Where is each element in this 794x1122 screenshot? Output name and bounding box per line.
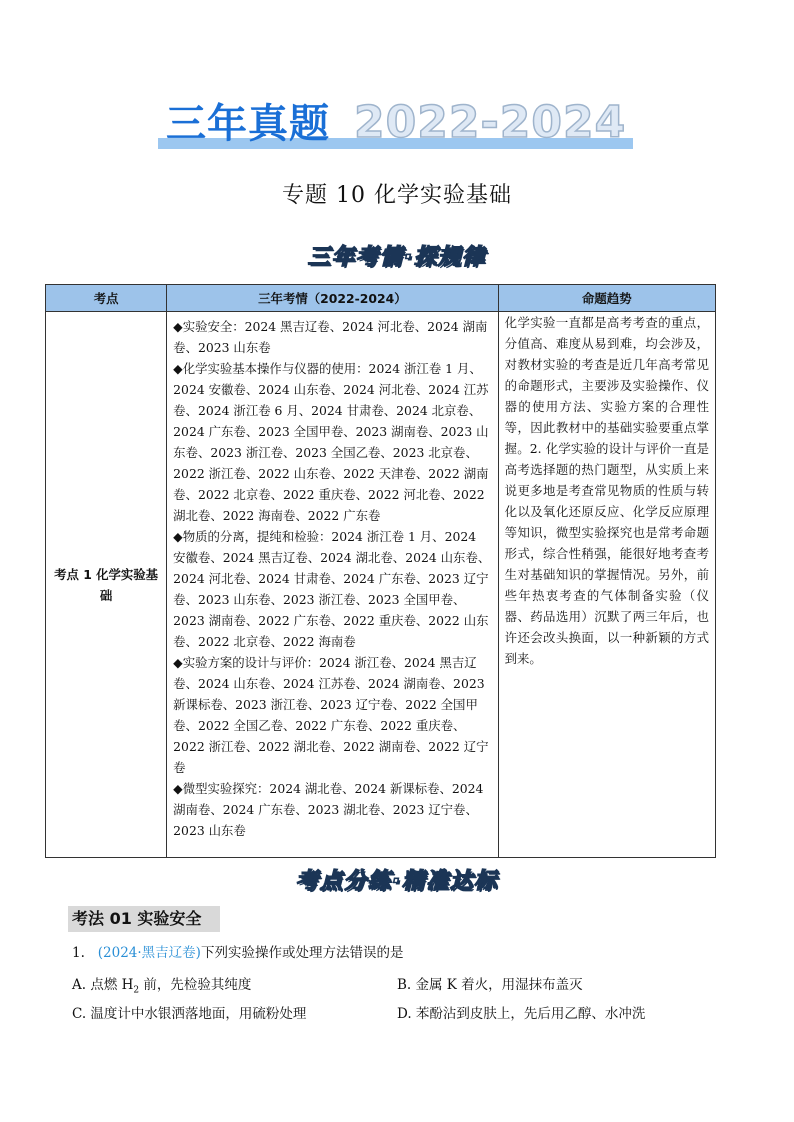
option-b: B. 金属 K 着火，用湿抹布盖灭 <box>397 977 583 993</box>
header-trend: 命题趋势 <box>498 285 715 312</box>
banner-title-cn: 三年真题 <box>166 101 330 147</box>
years-cell <box>167 312 498 858</box>
header-topic: 考点 <box>46 285 167 312</box>
question-stem-line <box>72 943 403 963</box>
banner-title-years: 2022-2024 <box>354 97 627 148</box>
table-header-row <box>46 285 716 312</box>
option-a-text-end: 前，先检验其纯度 <box>139 977 252 993</box>
year-item-operations: ◆化学实验基本操作与仪器的使用：2024 浙江卷 1 月、2024 安徽卷、2024 山东卷、2024 河北卷、2024 江苏卷、2024 浙江卷 6 月、2024 甘肃卷、2024 北京卷、2024 广东卷、2023 全国甲卷、2023 湖南卷、2023 山东卷、2023 浙江卷、2023 全国乙卷、2023 北京卷、2022 浙江卷、2022 山东卷、2022 天津卷、2022 湖南卷、2022 北京卷、2022 重庆卷、2022 河北卷、2022 湖北卷、2022 海南卷、2022 广东卷 <box>173 361 489 523</box>
method-heading: 考法 01 实验安全 <box>68 906 220 932</box>
question-number: 1. <box>72 945 85 961</box>
year-item-safety: ◆实验安全：2024 黑吉辽卷、2024 河北卷、2024 湖南卷、2023 山东卷 <box>173 319 488 355</box>
trend-cell: 化学实验一直都是高考考查的重点，分值高、难度从易到难，均会涉及，对教材实验的考查是近几年高考常见的命题形式，主要涉及实验操作、仪器的使用方法、实验方案的合理性等，因此教材中的基础实验要重点掌握。2. 化学实验的设计与评价一直是高考选择题的热门题型，从实质上来说更多地是考查常见物质的性质与转化以及氧化还原反应、化学反应原理等知识，微型实验探究也是常考命题形式，综合性稍强，能很好地考查考生对基础知识的掌握情况。另外，前些年热衷考查的气体制备实验（仪器、药品选用）沉默了两三年后，也许还会改头换面，以一种新颖的方式到来。 <box>498 312 715 858</box>
header-years: 三年考情（2022-2024） <box>167 285 498 312</box>
section-heading-practice: 考点分练·精准达标 <box>295 869 499 894</box>
option-c: C. 温度计中水银洒落地面，用硫粉处理 <box>72 1006 307 1022</box>
question-stem: 下列实验操作或处理方法错误的是 <box>200 945 404 961</box>
year-item-separation: ◆物质的分离，提纯和检验：2024 浙江卷 1 月、2024 安徽卷、2024 黑吉辽卷、2024 湖北卷、2024 山东卷、2024 河北卷、2024 甘肃卷、2024 广东卷、2023 辽宁卷、2023 山东卷、2023 浙江卷、2023 全国甲卷、2023 湖南卷、2022 广东卷、2022 重庆卷、2022 山东卷、2022 北京卷、2022 海南卷 <box>173 529 491 649</box>
option-a-subscript: 2 <box>133 985 140 996</box>
section-heading-trends: 三年考情·探规律 <box>307 245 487 270</box>
table-row <box>46 312 716 858</box>
question-source: (2024·黑吉辽卷) <box>97 945 201 961</box>
option-d: D. 苯酚沾到皮肤上，先后用乙醇、水冲洗 <box>397 1006 646 1022</box>
exam-overview-table <box>45 284 716 858</box>
option-a-text: A. 点燃 H <box>72 977 134 993</box>
year-item-micro: ◆微型实验探究：2024 湖北卷、2024 新课标卷、2024 湖南卷、2024 广东卷、2023 湖北卷、2023 辽宁卷、2023 山东卷 <box>173 781 484 838</box>
title-banner <box>158 98 636 156</box>
topic-cell: 考点 1 化学实验基础 <box>46 312 167 858</box>
year-item-design: ◆实验方案的设计与评价：2024 浙江卷、2024 黑吉辽卷、2024 山东卷、2024 江苏卷、2024 湖南卷、2023 新课标卷、2023 浙江卷、2023 辽宁卷、2022 全国甲卷、2022 全国乙卷、2022 广东卷、2022 重庆卷、2022 浙江卷、2022 湖北卷、2022 湖南卷、2022 辽宁卷 <box>173 655 489 775</box>
topic-subtitle: 专题 10 化学实验基础 <box>282 183 512 208</box>
option-a <box>72 975 251 1001</box>
